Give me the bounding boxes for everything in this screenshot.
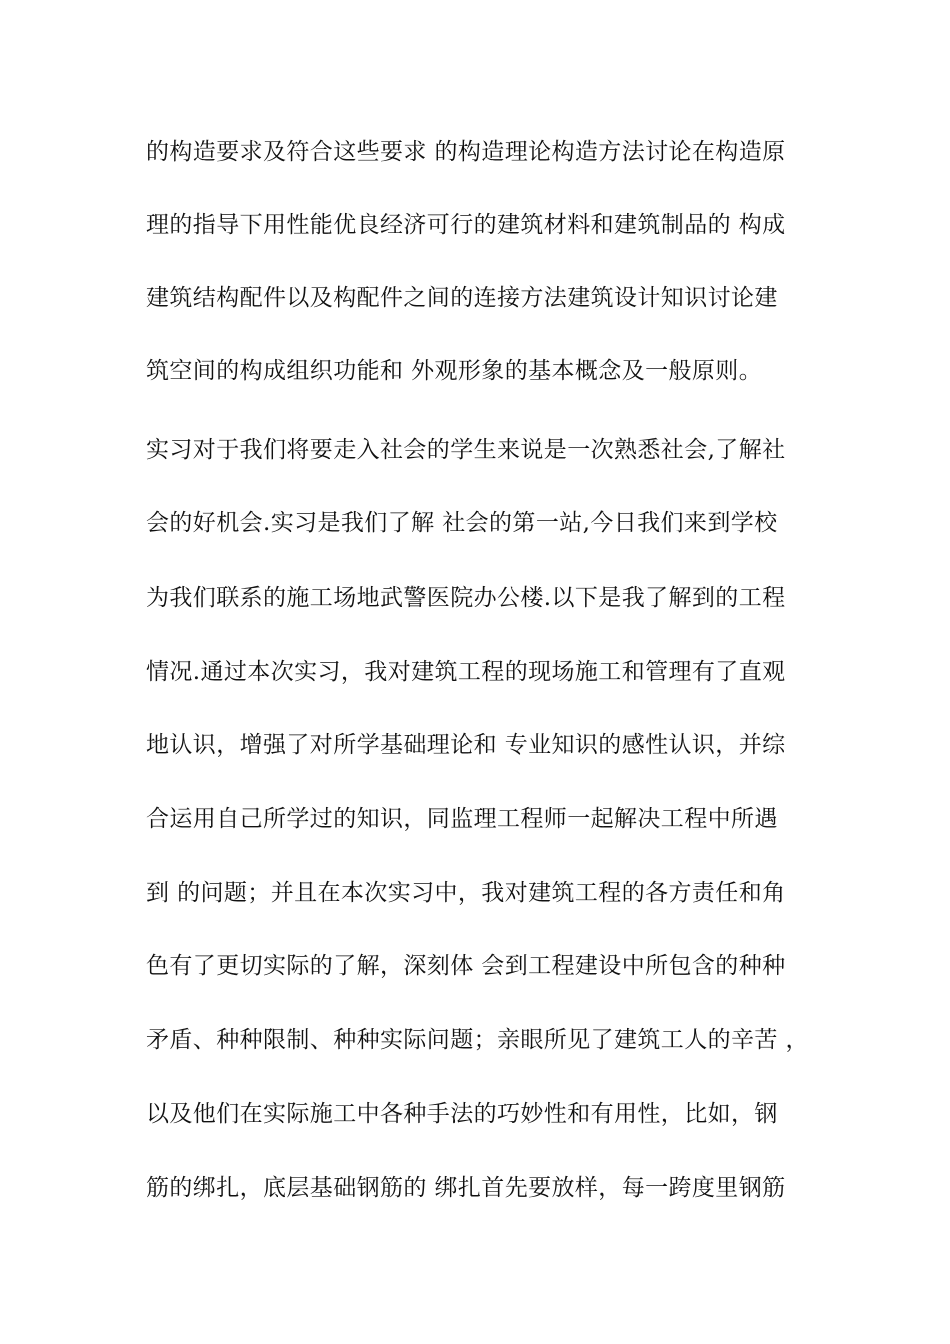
text-line: 筑空间的构成组织功能和 外观形象的基本概念及一般原则。 bbox=[146, 358, 763, 384]
text-line: 情况.通过本次实习，我对建筑工程的现场施工和管理有了直观 bbox=[146, 659, 786, 685]
text-line: 到 的问题；并且在本次实习中，我对建筑工程的各方责任和角 bbox=[146, 880, 786, 906]
text-line: 会的好机会.实习是我们了解 社会的第一站,今日我们来到学校 bbox=[146, 510, 778, 536]
text-line: 实习对于我们将要走入社会的学生来说是一次熟悉社会,了解社 bbox=[146, 437, 786, 463]
text-line: 理的指导下用性能优良经济可行的建筑材料和建筑制品的 构成 bbox=[146, 212, 786, 238]
text-line: 为我们联系的施工场地武警医院办公楼.以下是我了解到的工程 bbox=[146, 585, 786, 611]
text-line: 以及他们在实际施工中各种手法的巧妙性和有用性，比如，钢 bbox=[146, 1101, 778, 1127]
text-line: 建筑结构配件以及构配件之间的连接方法建筑设计知识讨论建 bbox=[146, 285, 778, 311]
text-line: 的构造要求及符合这些要求 的构造理论构造方法讨论在构造原 bbox=[146, 139, 786, 165]
text-line: 色有了更切实际的了解，深刻体 会到工程建设中所包含的种种 bbox=[146, 953, 786, 979]
text-line: 地认识，增强了对所学基础理论和 专业知识的感性认识，并综 bbox=[146, 732, 786, 758]
text-line: 矛盾、种种限制、种种实际问题；亲眼所见了建筑工人的辛苦 ， bbox=[146, 1027, 809, 1053]
text-line: 筋的绑扎，底层基础钢筋的 绑扎首先要放样，每一跨度里钢筋 bbox=[146, 1175, 786, 1201]
text-line: 合运用自己所学过的知识，同监理工程师一起解决工程中所遇 bbox=[146, 806, 778, 832]
